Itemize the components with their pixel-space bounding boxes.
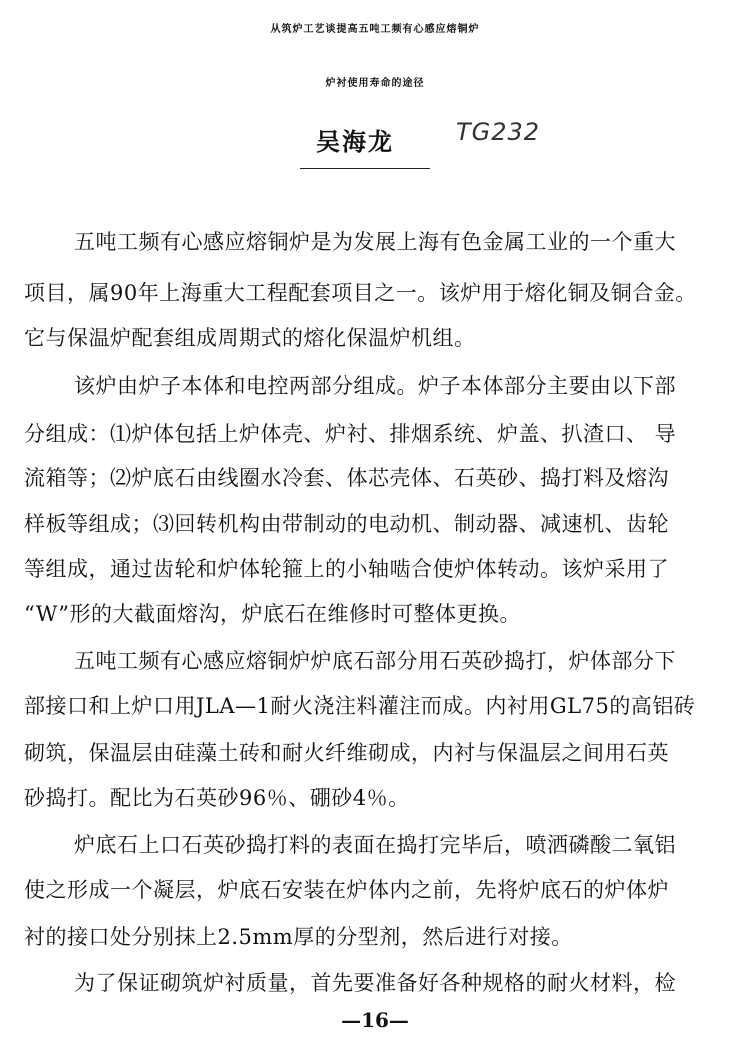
body-line: 五吨工频有心感应熔铜炉炉底石部分用石英砂捣打，炉体部分下	[74, 649, 676, 673]
body-line: 流箱等；⑵炉底石由线圈水冷套、体芯壳体、石英砂、捣打料及熔沟	[24, 466, 669, 490]
handwritten-call-number: TG232	[456, 118, 541, 146]
body-line: 炉底石上口石英砂捣打料的表面在捣打完毕后，喷洒磷酸二氧铝	[74, 833, 676, 857]
body-line: 为了保证砌筑炉衬质量，首先要准备好各种规格的耐火材料，检	[74, 971, 676, 995]
body-line: 分组成：⑴炉体包括上炉体壳、炉衬、排烟系统、炉盖、扒渣口、 导	[24, 422, 677, 446]
body-line: 砌筑，保温层由硅藻土砖和耐火纤维砌成，内衬与保温层之间用石英	[24, 741, 669, 765]
author-name: 吴海龙	[316, 128, 394, 156]
body-line: 砂捣打。配比为石英砂96％、硼砂4％。	[24, 786, 410, 810]
body-line: 该炉由炉子本体和电控两部分组成。炉子本体部分主要由以下部	[74, 374, 676, 398]
body-line: 它与保温炉配套组成周期式的熔化保温炉机组。	[24, 326, 476, 350]
body-line: 项目，属90年上海重大工程配套项目之一。该炉用于熔化铜及铜合金。	[24, 281, 697, 305]
body-line: 等组成，通过齿轮和炉体轮箍上的小轴啮合使炉体转动。该炉采用了	[24, 557, 669, 581]
body-line: “W”形的大截面熔沟，炉底石在维修时可整体更换。	[24, 602, 522, 626]
body-line: 五吨工频有心感应熔铜炉是为发展上海有色金属工业的一个重大	[74, 230, 676, 254]
title-line-1: 从筑炉工艺谈提高五吨工频有心感应熔铜炉	[270, 24, 480, 35]
title-line-2: 炉衬使用寿命的途径	[325, 78, 425, 89]
body-line: 衬的接口处分别抹上2.5mm厚的分型剂，然后进行对接。	[24, 925, 573, 949]
author-underline	[300, 168, 430, 169]
body-line: 使之形成一个凝层，炉底石安装在炉体内之前，先将炉底石的炉体炉	[24, 878, 669, 902]
body-line: 样板等组成；⑶回转机构由带制动的电动机、制动器、减速机、齿轮	[24, 512, 669, 536]
body-line: 部接口和上炉口用JLA—1耐火浇注料灌注而成。内衬用GL75的高铝砖	[24, 694, 696, 718]
page-number: —16—	[341, 1008, 409, 1032]
